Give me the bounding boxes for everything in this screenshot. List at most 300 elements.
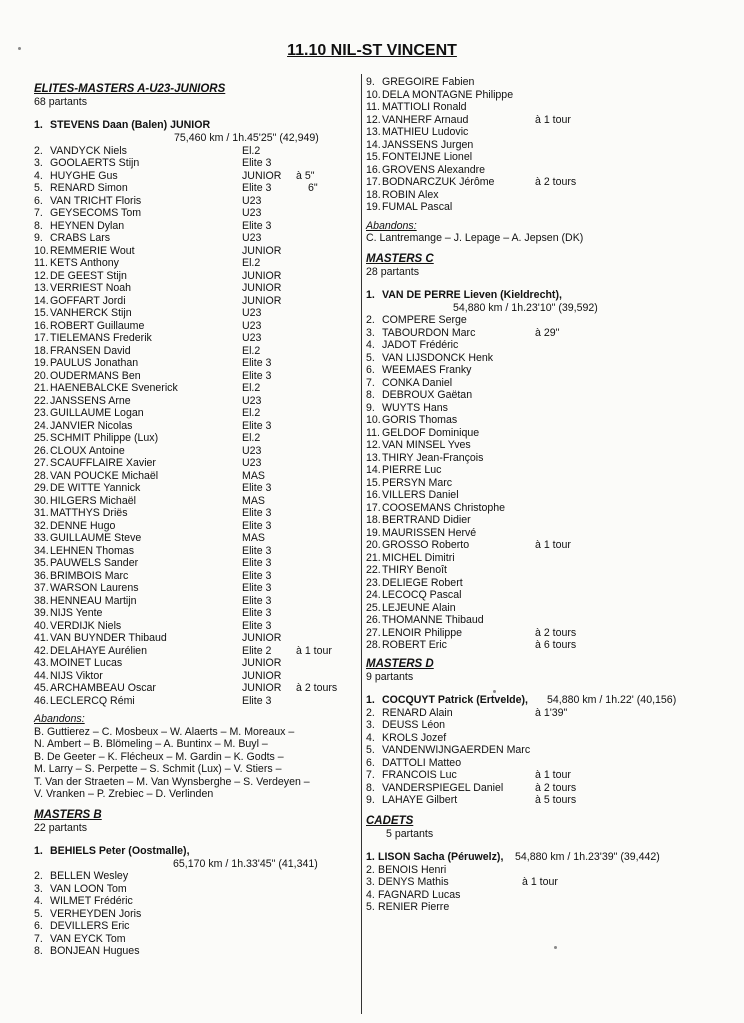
rider-name: CONKA Daniel: [382, 376, 453, 389]
position: 16.: [34, 319, 49, 332]
position: 12.: [366, 113, 381, 126]
position: 21.: [34, 382, 49, 394]
category: El.2: [242, 382, 261, 394]
winner-name: COCQUYT Patrick (Ertvelde),: [382, 693, 528, 706]
category: JUNIOR: [242, 244, 282, 257]
position: 41.: [34, 632, 49, 644]
rider-name: COMPERE Serge: [382, 314, 467, 326]
result-row: [366, 757, 726, 770]
results-list: [366, 707, 726, 807]
rider-name: MATHIEU Ludovic: [382, 126, 469, 138]
winner-time: 54,880 km / 1h.23'39" (39,442): [515, 850, 660, 863]
result-row: [366, 627, 726, 640]
result-row: [34, 582, 352, 595]
winner-time: 65,170 km / 1h.33'45" (41,341): [173, 857, 318, 870]
position: 2.: [34, 144, 43, 157]
rider-name: BELLEN Wesley: [50, 870, 129, 882]
result-row: [366, 527, 726, 540]
position: 8.: [34, 945, 43, 957]
rider-name: VAN MINSEL Yves: [382, 439, 471, 451]
result-row: [366, 732, 726, 745]
position: 14.: [366, 138, 381, 151]
position: 4.: [34, 169, 43, 182]
category: U23: [242, 444, 262, 457]
position: 25.: [366, 601, 381, 614]
rider-name: LEJEUNE Alain: [382, 601, 456, 614]
position: 9.: [34, 232, 43, 244]
rider-name: JADOT Frédéric: [382, 339, 459, 351]
rider-name: MATTHYS Driës: [50, 507, 128, 519]
position: 35.: [34, 557, 49, 569]
position: 8.: [366, 389, 375, 401]
rider-name: DEVILLERS Eric: [50, 920, 130, 932]
result-row: [366, 76, 726, 89]
position: 6.: [34, 194, 43, 207]
section-elites: [34, 83, 352, 801]
result-row: [366, 614, 726, 627]
rider-name: JANSSENS Jurgen: [382, 138, 474, 151]
position: 23.: [366, 576, 381, 589]
position: 25.: [34, 432, 49, 444]
rider-name: GEYSECOMS Tom: [50, 207, 142, 219]
rider-name: REMMERIE Wout: [50, 244, 135, 257]
position: 23.: [34, 407, 49, 419]
rider-name: HENNEAU Martijn: [50, 594, 137, 607]
rider-name: GORIS Thomas: [382, 414, 458, 426]
result-row: [34, 420, 352, 433]
result-row: [34, 382, 352, 395]
rider-name: VILLERS Daniel: [382, 489, 459, 501]
section-heading: MASTERS B: [34, 808, 102, 821]
position: 7.: [366, 769, 375, 781]
result-row: [34, 170, 352, 183]
position: 11.: [34, 257, 48, 269]
results-list-continued: [366, 76, 726, 214]
category: Elite 3: [242, 557, 272, 569]
rider-name: FONTEIJNE Lionel: [382, 151, 473, 163]
result-row: [34, 470, 352, 483]
position: 19.: [366, 201, 381, 213]
result-row: [34, 445, 352, 458]
category: Elite 3: [242, 219, 272, 232]
rider-name: DENNE Hugo: [50, 519, 116, 532]
result-row: [34, 607, 352, 620]
scan-mark: [18, 47, 21, 50]
position: 10.: [34, 244, 49, 257]
position: 11.: [366, 101, 380, 113]
rider-name: GREGOIRE Fabien: [382, 76, 475, 88]
position: 5.: [366, 744, 375, 756]
result-row: [34, 432, 352, 445]
position: 5.: [366, 351, 375, 364]
time-gap: à 6 tours: [535, 639, 577, 651]
position: 15.: [34, 307, 49, 319]
rider-name: VANDENWIJNGAERDEN Marc: [382, 744, 531, 756]
time-gap: à 1 tour: [296, 644, 332, 657]
rider-name: FRANCOIS Luc: [382, 769, 457, 781]
rider-name: MAURISSEN Hervé: [382, 526, 477, 539]
rider-name: OUDERMANS Ben: [50, 369, 141, 382]
rider-name: VAN BUYNDER Thibaud: [50, 632, 167, 644]
result-row: [366, 589, 726, 602]
position: 7.: [34, 207, 43, 219]
time-gap: à 5 tours: [535, 794, 577, 806]
category: Elite 3: [242, 694, 272, 707]
winner-position: 1.: [34, 119, 43, 131]
position: 18.: [366, 514, 381, 526]
position: 4.: [34, 895, 43, 907]
rider-name: ROBERT Guillaume: [50, 319, 145, 332]
result-row: [366, 327, 726, 340]
position: 5.: [366, 901, 375, 913]
result-row: [34, 507, 352, 520]
position: 11.: [366, 426, 380, 439]
winner-time: 75,460 km / 1h.45'25" (42,949): [174, 132, 319, 144]
position: 26.: [366, 614, 381, 626]
position: 29.: [34, 482, 49, 494]
winner-name: LISON Sacha (Péruwelz),: [378, 850, 504, 863]
position: 3.: [366, 719, 375, 731]
column-divider: [361, 74, 362, 1014]
category: JUNIOR: [242, 282, 282, 294]
rider-name: JANVIER Nicolas: [50, 419, 133, 432]
winner-time: 54,880 km / 1h.22' (40,156): [547, 693, 677, 706]
position: 2.: [34, 870, 43, 882]
result-row: [34, 457, 352, 470]
position: 30.: [34, 494, 49, 507]
result-row: [366, 639, 726, 652]
position: 2.: [366, 706, 375, 719]
result-row: [366, 314, 726, 327]
category: U23: [242, 207, 262, 219]
result-row: [34, 232, 352, 245]
result-row: [366, 126, 726, 139]
result-row: [34, 395, 352, 408]
rider-name: NIJS Yente: [50, 607, 103, 619]
category: JUNIOR: [242, 669, 282, 682]
position: 5.: [34, 182, 43, 194]
time-gap: à 5": [296, 169, 315, 182]
result-row: [34, 495, 352, 508]
category: Elite 3: [242, 607, 272, 619]
rider-name: RENARD Alain: [382, 706, 453, 719]
position: 12.: [34, 269, 49, 282]
position: 28.: [366, 639, 381, 651]
rider-name: FRANSEN David: [50, 344, 131, 357]
winner-entry: [34, 119, 352, 145]
position: 21.: [366, 551, 381, 564]
category: JUNIOR: [242, 682, 282, 694]
winner-entry: [34, 845, 352, 871]
rider-name: GUILLAUME Steve: [50, 532, 142, 544]
rider-name: BONJEAN Hugues: [50, 945, 140, 957]
starters-count: 28 partants: [366, 265, 420, 278]
rider-name: THIRY Jean-François: [382, 451, 484, 464]
winner-position: 1.: [366, 288, 375, 301]
abandons-line: C. Lantremange – J. Lepage – A. Jepsen (DK): [366, 232, 584, 244]
result-row: [366, 139, 726, 152]
position: 6.: [366, 756, 375, 769]
result-row: [366, 564, 726, 577]
winner-position: 1.: [34, 844, 43, 857]
result-row: [34, 282, 352, 295]
rider-name: VAN EYCK Tom: [50, 932, 126, 945]
position: 37.: [34, 582, 49, 594]
rider-name: VANHERF Arnaud: [382, 113, 469, 126]
rider-name: MATTIOLI Ronald: [382, 101, 467, 113]
abandons-line: V. Vranken – P. Zrebiec – D. Verlinden: [34, 788, 214, 800]
result-row: [34, 695, 352, 708]
starters-count: 5 partants: [386, 827, 434, 840]
rider-name: JANSSENS Arne: [50, 394, 131, 407]
right-column: [366, 76, 726, 914]
result-row: [366, 707, 726, 720]
rider-name: KROLS Jozef: [382, 731, 447, 744]
scan-mark: [554, 946, 557, 949]
rider-name: VANHERCK Stijn: [50, 307, 132, 319]
category: U23: [242, 457, 262, 469]
position: 10.: [366, 414, 381, 426]
category: El.2: [242, 407, 261, 419]
result-row: [34, 345, 352, 358]
result-row: [34, 407, 352, 420]
position: 31.: [34, 507, 49, 519]
abandons-line: T. Van der Straeten – M. Van Wynsberghe – S. Verdeyen –: [34, 775, 310, 788]
rider-name: VANDYCK Niels: [50, 144, 127, 157]
result-row: [366, 89, 726, 102]
rider-name: ROBIN Alex: [382, 188, 439, 201]
position: 39.: [34, 607, 49, 619]
results-list: [366, 864, 726, 914]
time-gap: à 1 tour: [535, 113, 571, 126]
result-row: [34, 195, 352, 208]
category: Elite 3: [242, 507, 272, 519]
starters-count: 22 partants: [34, 821, 88, 834]
position: 12.: [366, 439, 381, 451]
rider-name: GELDOF Dominique: [382, 426, 480, 439]
rider-name: FUMAL Pascal: [382, 201, 453, 213]
result-row: [34, 545, 352, 558]
position: 22.: [34, 394, 49, 407]
result-row: [366, 552, 726, 565]
position: 14.: [366, 464, 381, 476]
result-row: [366, 439, 726, 452]
category: El.2: [242, 344, 261, 357]
position: 17.: [366, 176, 381, 188]
abandons-line: M. Larry – S. Perpette – S. Schmit (Lux) – V. Stiers –: [34, 763, 282, 775]
rider-name: DE WITTE Yannick: [50, 482, 141, 494]
result-row: [34, 157, 352, 170]
rider-name: CRABS Lars: [50, 232, 111, 244]
result-row: [366, 164, 726, 177]
position: 40.: [34, 619, 49, 632]
result-row: [34, 570, 352, 583]
result-row: [34, 332, 352, 345]
rider-name: THOMANNE Thibaud: [382, 614, 484, 626]
result-row: [366, 377, 726, 390]
abandons-line: B. De Geeter – K. Flécheux – M. Gardin – K. Godts –: [34, 750, 284, 763]
result-row: [34, 295, 352, 308]
category: Elite 3: [242, 544, 272, 557]
position: 42.: [34, 644, 49, 657]
result-row: [34, 257, 352, 270]
result-row: [366, 427, 726, 440]
category: MAS: [242, 494, 265, 507]
rider-name: DATTOLI Matteo: [382, 756, 462, 769]
result-row: [366, 402, 726, 415]
rider-name: BODNARCZUK Jérôme: [382, 176, 495, 188]
position: 17.: [34, 332, 49, 344]
section-masters-b: [34, 809, 352, 958]
position: 15.: [366, 151, 381, 163]
time-gap: à 2 tours: [535, 176, 577, 188]
position: 8.: [366, 781, 375, 794]
result-row: [34, 245, 352, 258]
result-row: [366, 876, 726, 889]
position: 2.: [366, 863, 375, 876]
position: 6.: [34, 920, 43, 932]
category: JUNIOR: [242, 632, 282, 644]
starters-count: 68 partants: [34, 96, 88, 108]
position: 22.: [366, 564, 381, 576]
category: El.2: [242, 144, 261, 157]
section-heading: MASTERS C: [366, 252, 434, 265]
position: 46.: [34, 694, 49, 707]
position: 38.: [34, 594, 49, 607]
time-gap: à 2 tours: [535, 626, 577, 639]
result-row: [34, 207, 352, 220]
rider-name: MOINET Lucas: [50, 657, 123, 669]
position: 9.: [366, 76, 375, 88]
result-row: [34, 182, 352, 195]
result-row: [366, 769, 726, 782]
result-row: [366, 744, 726, 757]
rider-name: RENIER Pierre: [378, 901, 450, 913]
winner-position: 1.: [366, 693, 375, 706]
rider-name: COOSEMANS Christophe: [382, 501, 506, 514]
winner-entry: [366, 694, 726, 707]
winner-name: VAN DE PERRE Lieven (Kieldrecht),: [382, 288, 562, 301]
rider-name: PIERRE Luc: [382, 464, 442, 476]
category: Elite 3: [242, 182, 272, 194]
time-gap: à 2 tours: [535, 781, 577, 794]
position: 5.: [34, 907, 43, 920]
result-row: [34, 532, 352, 545]
position: 43.: [34, 657, 49, 669]
result-row: [34, 682, 352, 695]
rider-name: HAENEBALCKE Svenerick: [50, 382, 178, 394]
rider-name: VERRIEST Noah: [50, 282, 132, 294]
rider-name: BENOIS Henri: [378, 863, 447, 876]
result-row: [34, 933, 352, 946]
rider-name: WEEMAES Franky: [382, 364, 472, 376]
time-gap: à 1 tour: [535, 539, 571, 551]
position: 8.: [34, 219, 43, 232]
result-row: [34, 307, 352, 320]
starters-count: 9 partants: [366, 670, 414, 683]
result-row: [366, 901, 726, 914]
rider-name: WARSON Laurens: [50, 582, 139, 594]
result-row: [366, 151, 726, 164]
result-row: [34, 220, 352, 233]
category: Elite 2: [242, 644, 272, 657]
result-row: [34, 595, 352, 608]
position: 14.: [34, 294, 49, 307]
rider-name: KETS Anthony: [50, 257, 119, 269]
rider-name: ROBERT Eric: [382, 639, 447, 651]
rider-name: WUYTS Hans: [382, 401, 448, 414]
rider-name: LEHNEN Thomas: [50, 544, 134, 557]
abandons-label: Abandons:: [34, 713, 85, 725]
position: 34.: [34, 544, 49, 557]
page-title: 11.10 NIL-ST VINCENT: [287, 42, 457, 59]
section-heading: CADETS: [366, 814, 414, 827]
position: 3.: [366, 876, 375, 888]
rider-name: PERSYN Marc: [382, 476, 453, 489]
position: 19.: [34, 357, 49, 369]
result-row: [366, 489, 726, 502]
position: 4.: [366, 339, 375, 351]
category: U23: [242, 319, 262, 332]
category: JUNIOR: [242, 269, 282, 282]
rider-name: LECOCQ Pascal: [382, 589, 462, 601]
rider-name: VAN LIJSDONCK Henk: [382, 351, 494, 364]
abandons-label: Abandons:: [366, 219, 417, 232]
position: 3.: [34, 157, 43, 169]
abandons-list: [34, 726, 352, 801]
rider-name: GUILLAUME Logan: [50, 407, 144, 419]
category: MAS: [242, 469, 265, 482]
time-gap: à 2 tours: [296, 682, 338, 694]
result-row: [34, 908, 352, 921]
rider-name: MICHEL Dimitri: [382, 551, 455, 564]
result-row: [366, 794, 726, 807]
winner-entry: [366, 289, 726, 315]
position: 26.: [34, 444, 49, 457]
position: 4.: [366, 731, 375, 744]
position: 15.: [366, 476, 381, 489]
result-row: [34, 895, 352, 908]
result-row: [366, 452, 726, 465]
category: Elite 3: [242, 357, 272, 369]
rider-name: NIJS Viktor: [50, 669, 103, 682]
winner-name: STEVENS Daan (Balen) JUNIOR: [50, 119, 211, 131]
section-cadets: [366, 815, 726, 914]
section-heading: MASTERS D: [366, 657, 434, 670]
rider-name: ARCHAMBEAU Oscar: [50, 682, 156, 694]
rider-name: DELAHAYE Aurélien: [50, 644, 147, 657]
result-row: [34, 482, 352, 495]
position: 45.: [34, 682, 49, 694]
result-row: [366, 514, 726, 527]
result-row: [366, 389, 726, 402]
result-row: [34, 620, 352, 633]
result-row: [34, 370, 352, 383]
position: 6.: [366, 364, 375, 376]
position: 27.: [34, 457, 49, 469]
rider-name: SCHMIT Philippe (Lux): [50, 432, 159, 444]
category: U23: [242, 307, 262, 319]
rider-name: RENARD Simon: [50, 182, 128, 194]
result-row: [34, 145, 352, 158]
category: El.2: [242, 257, 261, 269]
position: 2.: [366, 314, 375, 326]
category: MAS: [242, 532, 265, 544]
rider-name: SCAUFFLAIRE Xavier: [50, 457, 156, 469]
result-row: [366, 889, 726, 902]
winner-entry: [366, 851, 726, 864]
result-row: [366, 101, 726, 114]
